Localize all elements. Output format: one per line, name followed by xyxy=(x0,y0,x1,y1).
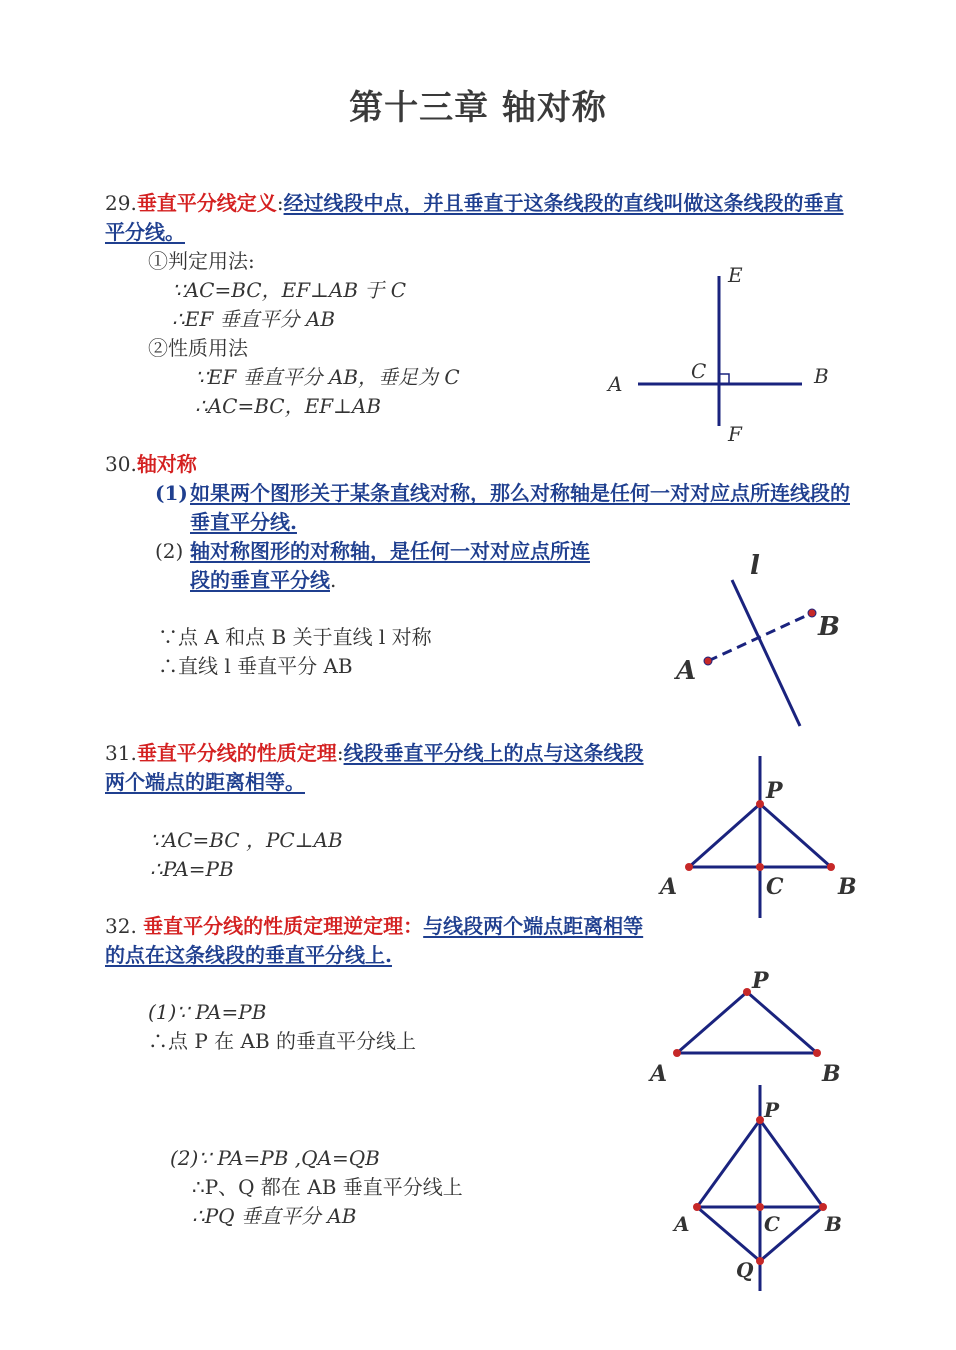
fig31-point-c xyxy=(756,863,764,871)
section-32-p1-conclusion: ∴点 P 在 AB 的垂直平分线上 xyxy=(148,1029,417,1053)
fig32b-point-q xyxy=(756,1257,764,1265)
section-32-p1-given: (1)∵ PA=PB xyxy=(148,1000,267,1024)
fig29-label-b: B xyxy=(814,364,829,388)
section-29-number: 29. xyxy=(105,191,137,215)
section-30-item1-number: (1) xyxy=(155,481,188,505)
fig32b-segment-qa xyxy=(697,1207,760,1261)
section-29-heading xyxy=(105,189,855,247)
fig32a-segment-pa xyxy=(677,992,747,1053)
fig30-line-l xyxy=(732,580,800,726)
section-31-given: ∵AC=BC ，PC⊥AB xyxy=(150,828,343,852)
section-30-item2-number: (2) xyxy=(155,539,184,563)
fig29-label-f: F xyxy=(728,422,742,446)
fig31-label-a: A xyxy=(660,874,678,900)
section-30-given: ∵点 A 和点 B 关于直线 l 对称 xyxy=(158,625,432,649)
section-32-colon: ： xyxy=(403,914,424,938)
figure-29-perpendicular-bisector xyxy=(600,258,840,448)
fig32a-label-p: P xyxy=(752,968,769,994)
fig32b-point-a xyxy=(693,1203,701,1211)
fig29-label-e: E xyxy=(728,263,743,287)
section-30-number: 30. xyxy=(105,452,137,476)
section-32-p2-conclusion2: ∴PQ 垂直平分 AB xyxy=(192,1204,357,1228)
fig31-point-a xyxy=(685,863,693,871)
section-32-title: 垂直平分线的性质定理逆定理 xyxy=(143,914,404,938)
section-30-item1-text: 如果两个图形关于某条直线对称，那么对称轴是任何一对对应点所连线段的垂直平分线. xyxy=(190,481,850,534)
fig32b-segment-pa xyxy=(697,1120,760,1207)
fig30-label-l: l xyxy=(750,551,760,581)
fig32b-label-p: P xyxy=(764,1098,780,1122)
fig32b-point-b xyxy=(819,1203,827,1211)
fig32b-point-c xyxy=(756,1203,764,1211)
fig32a-point-b xyxy=(813,1049,821,1057)
section-29-m2-given: ∵EF 垂直平分 AB，垂足为 C xyxy=(195,365,460,389)
page-title: 第十三章 轴对称 xyxy=(349,88,607,128)
section-32-p2-given: (2)∵ PA=PB ,QA=QB xyxy=(170,1146,380,1170)
figure-31-property-theorem xyxy=(650,748,870,928)
section-30-item2-period: . xyxy=(330,568,337,592)
fig32b-label-a: A xyxy=(674,1212,690,1236)
section-32-heading xyxy=(105,912,645,970)
fig32b-label-c: C xyxy=(764,1212,780,1236)
fig29-label-a: A xyxy=(608,372,623,396)
fig30-point-b xyxy=(808,609,816,617)
section-30-item1 xyxy=(190,479,855,537)
section-29-colon: : xyxy=(276,191,284,215)
section-29-method2: ②性质用法 xyxy=(148,336,248,360)
fig32a-segment-pb xyxy=(747,992,817,1053)
fig31-point-b xyxy=(827,863,835,871)
fig31-label-c: C xyxy=(766,874,784,900)
fig30-segment-ab xyxy=(708,613,812,661)
section-32-number: 32. xyxy=(105,914,137,938)
section-30-item2-text2: 段的垂直平分线 xyxy=(190,568,330,592)
section-30-conclusion: ∴直线 l 垂直平分 AB xyxy=(158,654,353,678)
section-29-definition: 经过线段中点，并且垂直于这条线段的直线叫做这条线段的垂直平分线。 xyxy=(105,191,844,244)
fig32b-point-p xyxy=(756,1116,764,1124)
fig32a-label-a: A xyxy=(650,1061,668,1087)
fig32a-label-b: B xyxy=(822,1061,841,1087)
fig31-label-p: P xyxy=(766,778,783,804)
fig32b-label-b: B xyxy=(825,1212,842,1236)
section-29-m1-conclusion: ∴EF 垂直平分 AB xyxy=(172,307,336,331)
fig31-label-b: B xyxy=(838,874,857,900)
section-31-text: 线段垂直平分线上的点与这条线段两个端点的距离相等。 xyxy=(105,741,644,794)
section-30-heading xyxy=(105,450,197,479)
section-32-text: 与线段两个端点距离相等的点在这条线段的垂直平分线上. xyxy=(105,914,644,967)
section-31-colon: : xyxy=(336,741,344,765)
section-30-title: 轴对称 xyxy=(136,452,197,476)
section-31-conclusion: ∴PA=PB xyxy=(150,857,234,881)
fig30-label-b: B xyxy=(818,612,840,642)
section-32-p2-conclusion1: ∴P、Q 都在 AB 垂直平分线上 xyxy=(192,1175,463,1199)
fig32b-segment-pb xyxy=(760,1120,823,1207)
fig30-point-a xyxy=(704,657,712,665)
section-29-m1-given: ∵AC=BC，EF⊥AB 于 C xyxy=(172,278,407,302)
fig31-point-p xyxy=(756,800,764,808)
fig31-segment-pb xyxy=(760,804,831,867)
section-31-title: 垂直平分线的性质定理 xyxy=(136,741,337,765)
section-30-item2-line1 xyxy=(190,537,590,566)
fig31-segment-pa xyxy=(689,804,760,867)
figure-32-converse-1 xyxy=(640,960,860,1090)
section-30-item2-text1: 轴对称图形的对称轴，是任何一对对应点所连 xyxy=(190,539,590,563)
section-31-number: 31. xyxy=(105,741,137,765)
fig29-label-c: C xyxy=(691,359,707,383)
fig30-label-a: A xyxy=(676,656,697,686)
fig32a-point-p xyxy=(743,988,751,996)
section-29-title: 垂直平分线定义 xyxy=(136,191,277,215)
section-29-m2-conclusion: ∴AC=BC，EF⊥AB xyxy=(195,394,382,418)
figure-32-converse-2 xyxy=(660,1085,860,1295)
section-29-method1: ①判定用法: xyxy=(148,249,255,273)
fig32b-label-q: Q xyxy=(736,1258,754,1282)
section-30-item2-line2 xyxy=(190,566,336,595)
fig32a-point-a xyxy=(673,1049,681,1057)
section-31-heading xyxy=(105,739,645,797)
figure-30-axial-symmetry xyxy=(660,540,860,740)
